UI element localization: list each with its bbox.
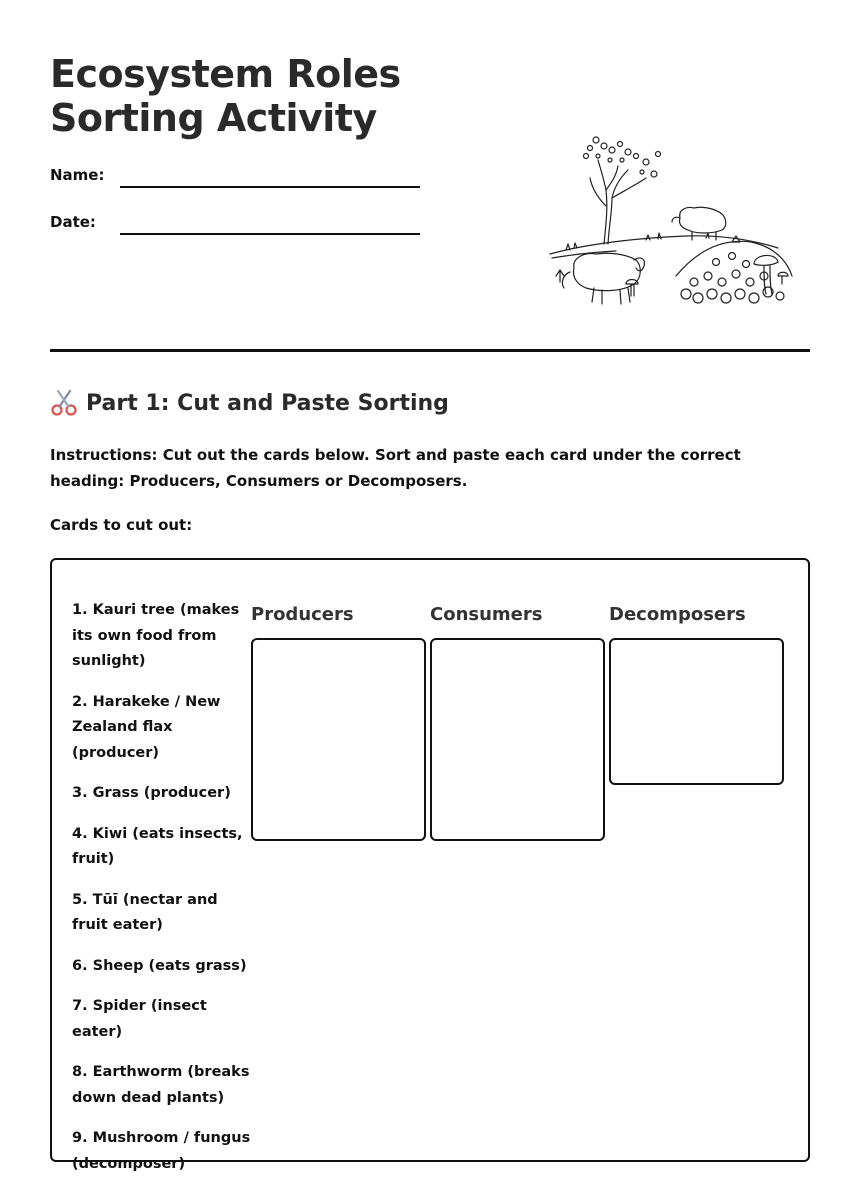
- scissors-icon: [50, 388, 78, 418]
- page-title: Ecosystem Roles Sorting Activity: [50, 52, 401, 140]
- card-list: [72, 598, 252, 1192]
- consumers-column: [430, 604, 605, 841]
- name-field[interactable]: [120, 186, 420, 188]
- name-label: Name:: [50, 166, 105, 184]
- part1-heading: [50, 388, 449, 418]
- decomposers-column: [609, 604, 784, 785]
- cards-label: Cards to cut out:: [50, 516, 193, 534]
- part1-heading-text: Part 1: Cut and Paste Sorting: [86, 390, 449, 416]
- card-item[interactable]: 6. Sheep (eats grass): [72, 957, 247, 974]
- date-field[interactable]: [120, 233, 420, 235]
- card-item[interactable]: 4. Kiwi (eats insects, fruit): [72, 825, 243, 867]
- card-item[interactable]: 7. Spider (insect eater): [72, 998, 207, 1040]
- card-item[interactable]: 5. Tūī (nectar and fruit eater): [72, 891, 218, 933]
- card-item[interactable]: 2. Harakeke / New Zealand flax (producer): [72, 693, 221, 761]
- card-item[interactable]: 8. Earthworm (breaks down dead plants): [72, 1064, 250, 1106]
- producers-drop-box[interactable]: [251, 638, 426, 841]
- ecosystem-illustration: [546, 126, 796, 312]
- instructions: Instructions: Cut out the cards below. Sort and paste each card under the correct heading: Producers, Consumers or Decomposers.: [50, 446, 741, 490]
- card-item[interactable]: 9. Mushroom / fungus (decomposer): [72, 1130, 251, 1172]
- decomposers-drop-box[interactable]: [609, 638, 784, 785]
- section-divider: [50, 349, 810, 352]
- consumers-heading: Consumers: [430, 604, 543, 625]
- card-item[interactable]: 3. Grass (producer): [72, 785, 231, 801]
- consumers-drop-box[interactable]: [430, 638, 605, 841]
- sorting-area: [50, 558, 810, 1172]
- producers-heading: Producers: [251, 604, 354, 625]
- date-label: Date:: [50, 213, 96, 231]
- producers-column: [251, 604, 426, 841]
- decomposers-heading: Decomposers: [609, 604, 746, 625]
- card-item[interactable]: 1. Kauri tree (makes its own food from sunlight): [72, 602, 240, 669]
